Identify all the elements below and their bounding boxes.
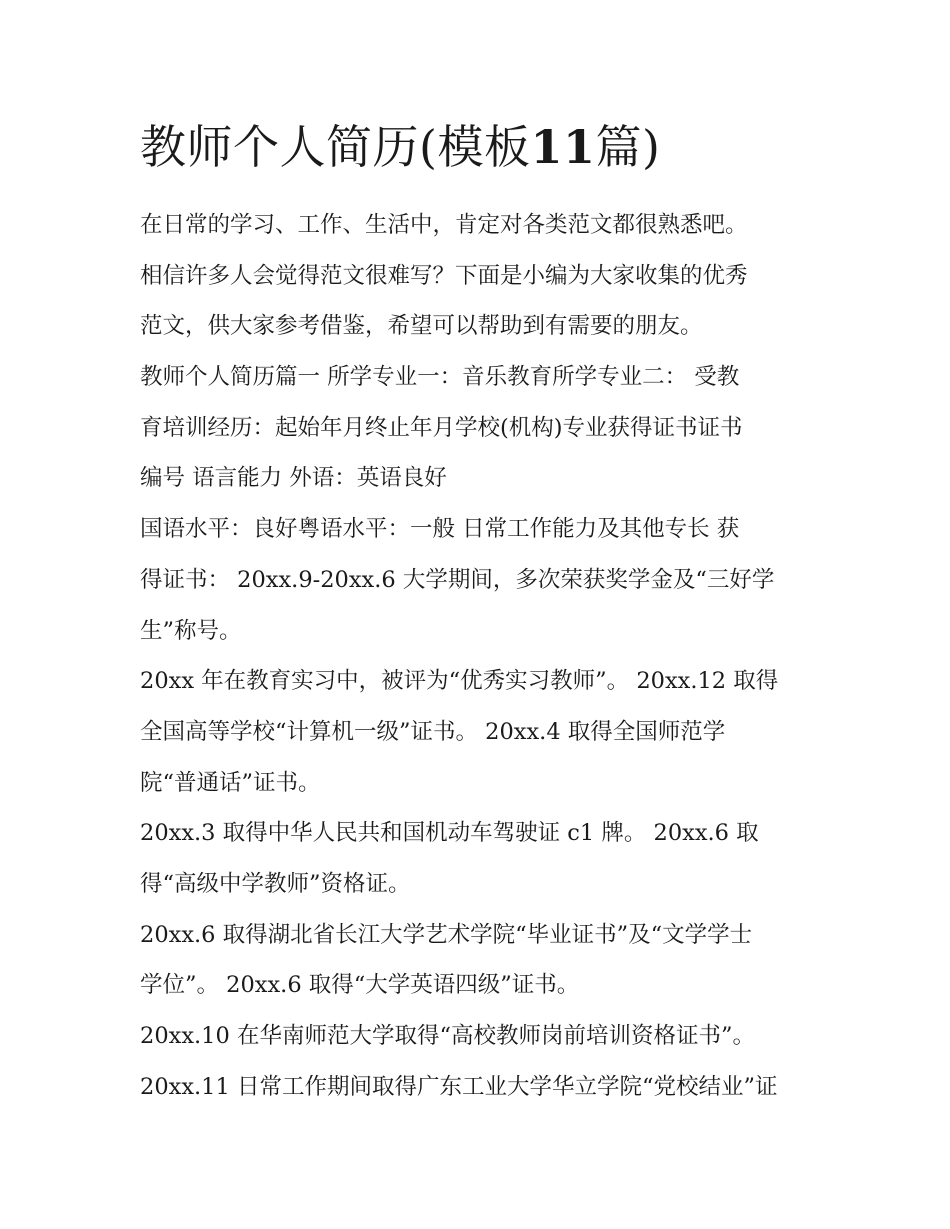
certificates-paragraph [140,656,820,808]
resume-section-paragraph [140,352,820,504]
paragraph-line: 20xx.3 取得中华人民共和国机动车驾驶证 c1 牌。 20xx.6 取 [140,820,759,847]
title-text-part-2: 篇) [595,120,661,174]
document-page [140,112,820,1112]
paragraph-line: 相信许多人会觉得范文很难写？下面是小编为大家收集的优秀 [140,262,748,289]
paragraph-line: 院“普通话”证书。 [140,769,321,796]
license-paragraph [140,808,820,909]
party-school-paragraph [140,1062,820,1113]
paragraph-line: 得“高级中学教师”资格证。 [140,870,411,897]
title-text-part-1: 教师个人简历(模板 [140,120,531,174]
paragraph-line: 国语水平：良好粤语水平：一般 日常工作能力及其他专长 获 [140,516,740,543]
paragraph-line: 20xx.6 取得湖北省长江大学艺术学院“毕业证书”及“文学学士 [140,921,753,948]
training-paragraph [140,1011,820,1062]
paragraph-line: 20xx.11 日常工作期间取得广东工业大学华立学院“党校结业”证 [140,1073,778,1100]
paragraph-line: 育培训经历：起始年月终止年月学校(机构)专业获得证书证书 [140,414,743,441]
paragraph-line: 20xx.10 在华南师范大学取得“高校教师岗前培训资格证书”。 [140,1023,755,1049]
paragraph-line: 20xx 年在教育实习中，被评为“优秀实习教师”。 20xx.12 取得 [140,668,779,695]
document-title [140,112,820,182]
graduation-paragraph [140,910,820,1011]
paragraph-line: 在日常的学习、工作、生活中，肯定对各类范文都很熟悉吧。 [140,212,748,238]
paragraph-line: 编号 语言能力 外语：英语良好 [140,465,447,492]
paragraph-line: 教师个人简历篇一 所学专业一：音乐教育所学专业二： 受教 [140,364,740,391]
language-skills-paragraph [140,504,820,656]
title-number: 11 [530,120,596,174]
paragraph-line: 学位”。 20xx.6 取得“大学英语四级”证书。 [140,972,580,999]
intro-paragraph [140,200,820,352]
paragraph-line: 范文，供大家参考借鉴，希望可以帮助到有需要的朋友。 [140,313,703,340]
paragraph-line: 得证书： 20xx.9-20xx.6 大学期间，多次荣获奖学金及“三好学 [140,566,775,593]
paragraph-line: 生”称号。 [140,617,242,644]
paragraph-line: 全国高等学校“计算机一级”证书。 20xx.4 取得全国师范学 [140,718,726,745]
